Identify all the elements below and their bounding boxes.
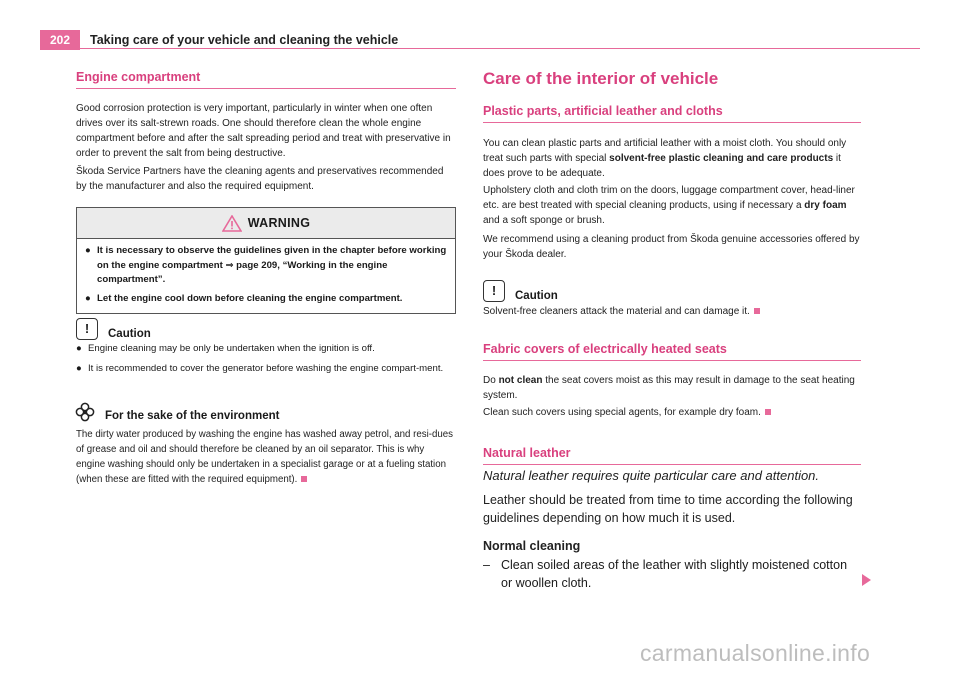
section-heading-engine: Engine compartment [76, 70, 456, 89]
section-heading-fabric: Fabric covers of electrically heated seats [483, 342, 861, 361]
section-heading-plastic: Plastic parts, artificial leather and cloths [483, 104, 861, 123]
plastic-paragraph-3: We recommend using a cleaning product from Škoda genuine accessories offered by your Škoda dealer. [483, 234, 860, 260]
dash-marker: – [483, 558, 490, 572]
warning-item [85, 292, 447, 307]
warning-box [76, 207, 456, 314]
caution-item [76, 362, 456, 377]
caution-title-plastic: Caution [515, 290, 558, 302]
leather-cleaning-step: Clean soiled areas of the leather with slightly moistened cotton or woollen cloth. [501, 558, 848, 590]
list-item [483, 556, 853, 592]
fabric-paragraph-1: Do not clean the seat covers moist as this may result in damage to the seat heating system. [483, 375, 855, 401]
environment-title: For the sake of the environment [105, 410, 280, 422]
bullet-icon: ● [85, 292, 91, 304]
bullet-icon: ● [76, 343, 82, 354]
environment-text: The dirty water produced by washing the engine has washed away petrol, and resi-dues of grease and oil and should therefore be cleaned by an oil separator. This is why engine washing should only be undertaken in a specialist garage or at a fueling station (when these are fitted with the required equipment). [76, 429, 453, 485]
warning-item-1-text: It is necessary to observe the guidelines given in the chapter before working on the engine compartment [97, 245, 447, 271]
warning-title: WARNING [247, 216, 311, 230]
page-number: 202 [40, 30, 80, 50]
running-header: Taking care of your vehicle and cleaning the vehicle [90, 33, 399, 47]
warning-item [85, 244, 447, 288]
bullet-icon: ● [76, 362, 82, 374]
caution-item-2-text: It is recommended to cover the generator before washing the engine compart-ment. [88, 362, 444, 374]
plastic-paragraph-2: Upholstery cloth and cloth trim on the doors, luggage compartment cover, head-liner etc. are best treated with special cleaning products, using if necessary a dry foam and a soft sponge or brush. [483, 185, 855, 226]
warning-item-1-link[interactable]: page 209, “Working in the engine compartment”. [97, 259, 388, 285]
leather-paragraph: Leather should be treated from time to time according the following guidelines depending on how much it is used. [483, 493, 853, 525]
environment-header [75, 402, 279, 422]
caution-title: Caution [108, 328, 151, 340]
caution-item-1-text: Engine cleaning may be only be undertaken when the ignition is off. [88, 343, 375, 354]
engine-paragraph-1: Good corrosion protection is very important, particularly in winter when one often drives over its salt-strewn roads. One should therefore clean the whole engine compartment before and after the salt spreading period and treat with preservative in order to prevent the salt from being destructive. [76, 103, 451, 159]
caution-list [76, 342, 456, 381]
caution-icon: ! [76, 318, 98, 340]
caution-header-plastic [483, 280, 558, 302]
end-mark-icon [765, 409, 771, 415]
warning-body [77, 239, 455, 313]
warning-item-2-text: Let the engine cool down before cleaning the engine compartment. [97, 292, 403, 304]
arrow-icon: ⇒ [225, 259, 234, 271]
environment-flower-icon [75, 402, 95, 422]
watermark: carmanualsonline.info [640, 640, 871, 666]
fabric-paragraph-2: Clean such covers using special agents, for example dry foam. [483, 405, 863, 420]
next-page-arrow-icon[interactable] [862, 574, 871, 586]
engine-paragraph-2: Škoda Service Partners have the cleaning agents and preservatives recommended by the manufacturer and also the required equipment. [76, 166, 444, 192]
section-heading-leather: Natural leather [483, 446, 861, 465]
leather-lead: Natural leather requires quite particular care and attention. [483, 468, 820, 483]
header-rule [40, 48, 920, 49]
main-heading-interior: Care of the interior of vehicle [483, 69, 719, 88]
caution-header [76, 318, 151, 340]
caution-item [76, 342, 456, 357]
end-mark-icon [754, 308, 760, 314]
warning-header [77, 208, 455, 239]
plastic-paragraph-1: You can clean plastic parts and artificial leather with a moist cloth. You should only treat such parts with special solvent-free plastic cleaning and care products it does prove to be adequate. [483, 138, 847, 179]
bullet-icon: ● [85, 245, 91, 256]
caution-icon: ! [483, 280, 505, 302]
warning-triangle-icon [222, 215, 242, 232]
end-mark-icon [301, 476, 307, 482]
normal-cleaning-subheading: Normal cleaning [483, 539, 581, 553]
caution-text-plastic: Solvent-free cleaners attack the material and can damage it. [483, 304, 863, 319]
